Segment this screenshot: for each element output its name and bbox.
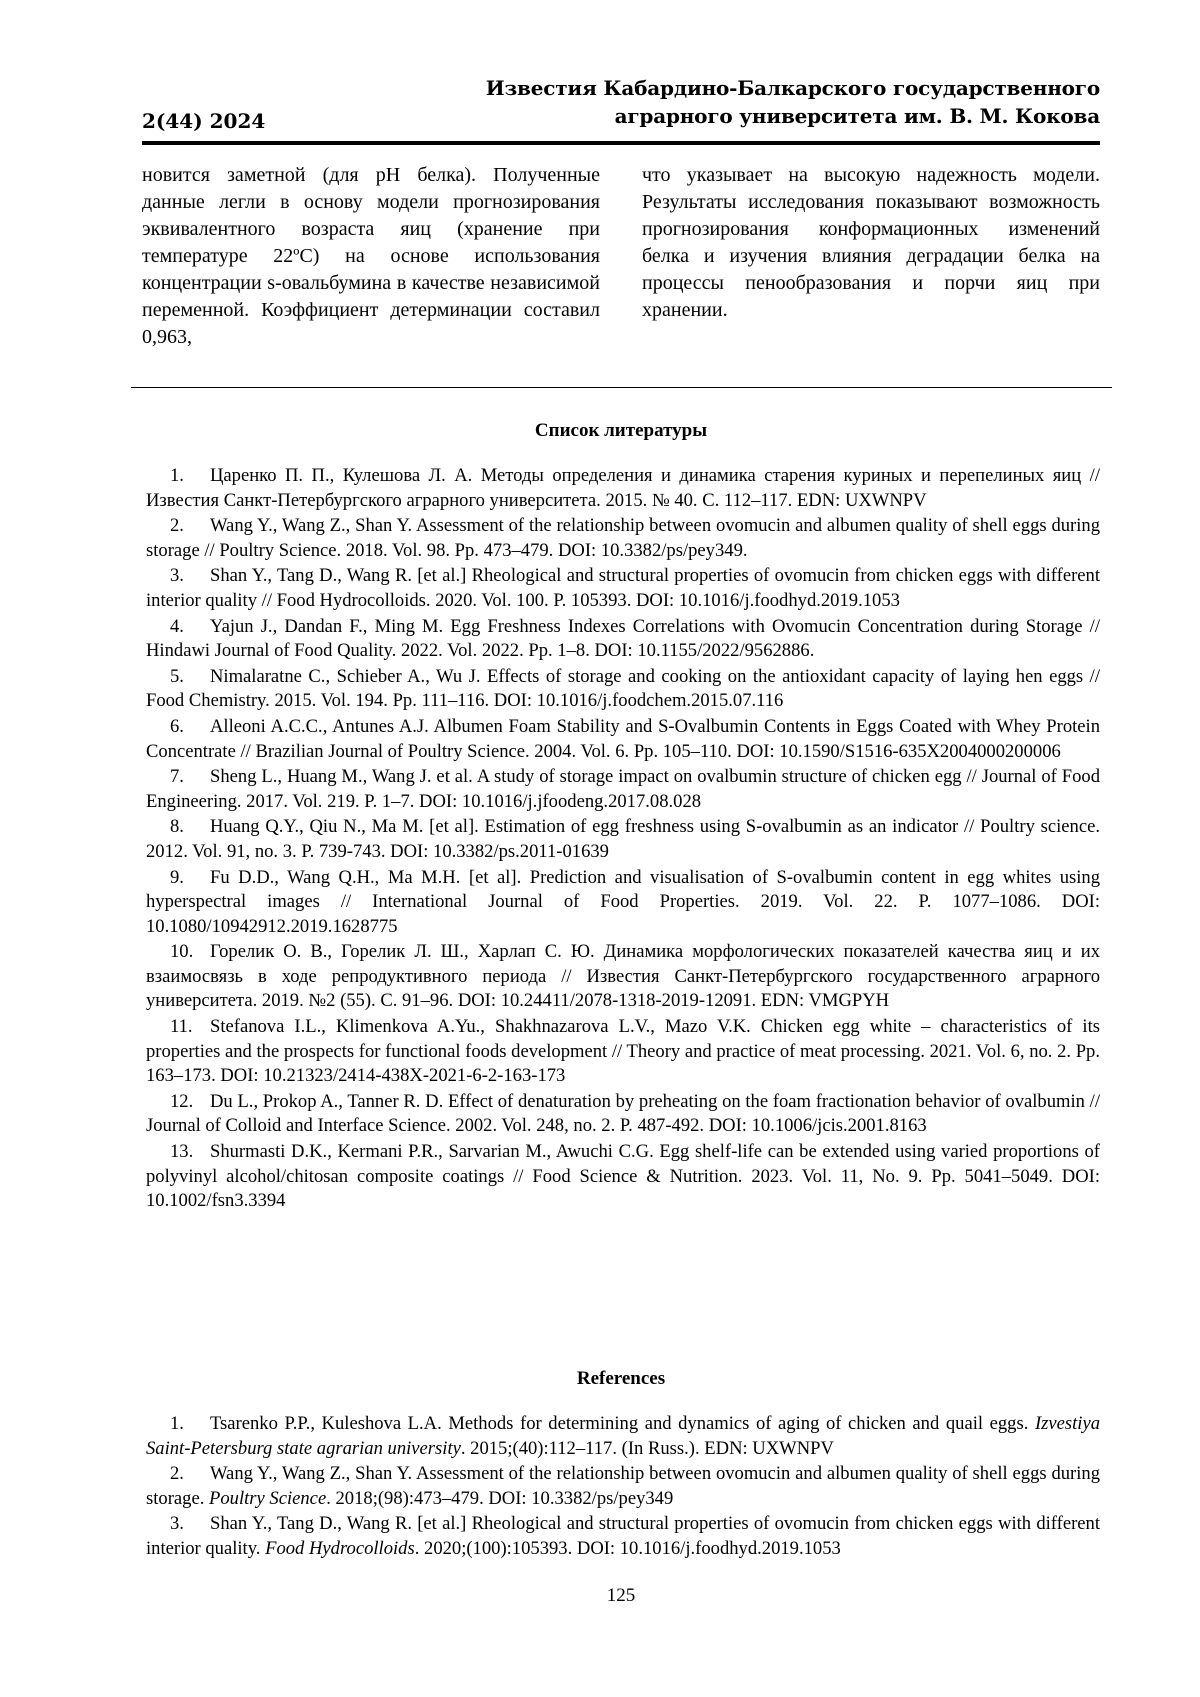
reference-text: Huang Q.Y., Qiu N., Ma M. [et al]. Estimation of egg freshness using S-ovalbumin as an indicator // Poultry science. 2012. Vol. 91, no. 3. P. 739-743. DOI: 10.3382/ps.2011-01639 (146, 816, 1100, 862)
reference-text-pre: Tsarenko P.P., Kuleshova L.A. Methods for determining and dynamics of aging of chicken and quail eggs. (210, 1413, 1035, 1434)
reference-text: Wang Y., Wang Z., Shan Y. Assessment of the relationship between ovomucin and albumen quality of shell eggs during storage // Poultry Science. 2018. Vol. 98. Pp. 473–479. DOI: 10.3382/ps/pey349. (146, 515, 1100, 561)
journal-title-line2: аграрного университета им. В. М. Кокова (440, 102, 1100, 130)
journal-title-line1: Известия Кабардино-Балкарского государственного (440, 74, 1100, 102)
reference-item (146, 1462, 1100, 1511)
reference-number: 12. (170, 1090, 210, 1115)
reference-number: 2. (170, 1462, 210, 1487)
reference-text-post: . 2018;(98):473–479. DOI: 10.3382/ps/pey349 (326, 1488, 673, 1509)
references-en-title: References (142, 1366, 1100, 1392)
reference-text: Царенко П. П., Кулешова Л. А. Методы определения и динамика старения куриных и перепелиных яиц // Известия Санкт-Петербургского аграрного университета. 2015. № 40. С. 112–117. EDN: UXWNPV (146, 465, 1100, 511)
reference-item (146, 514, 1100, 563)
reference-number: 3. (170, 1512, 210, 1537)
issue-number: 2(44) 2024 (142, 107, 265, 135)
reference-text: Du L., Prokop A., Tanner R. D. Effect of denaturation by preheating on the foam fractionation behavior of ovalbumin // Journal of Colloid and Interface Science. 2002. Vol. 248, no. 2. P. 487-492. DOI: 10.1006/jcis.2001.8163 (146, 1091, 1100, 1137)
body-paragraph-right: что указывает на высокую надежность модели. Результаты исследования показывают возможность прогнозирования конформационных изменений белка и изучения влияния деградации белка на процессы пенообразования и порчи яиц при хранении. (642, 162, 1100, 324)
reference-number: 5. (170, 665, 210, 690)
references-ru-list (146, 464, 1100, 1215)
reference-text-pre: Shan Y., Tang D., Wang R. [et al.] Rheological and structural properties of ovomucin from chicken eggs with different interior quality. (146, 1513, 1100, 1559)
reference-item (146, 665, 1100, 714)
section-divider (131, 387, 1112, 388)
reference-item (146, 1015, 1100, 1089)
journal-title (440, 74, 1100, 130)
reference-text: Shan Y., Tang D., Wang R. [et al.] Rheological and structural properties of ovomucin from chicken eggs with different interior quality // Food Hydrocolloids. 2020. Vol. 100. P. 105393. DOI: 10.1016/j.foodhyd.2019.1053 (146, 565, 1100, 611)
body-column-left (142, 162, 600, 351)
reference-number: 7. (170, 765, 210, 790)
reference-number: 4. (170, 615, 210, 640)
reference-number: 2. (170, 514, 210, 539)
reference-text: Alleoni A.C.C., Antunes A.J. Albumen Foam Stability and S-Ovalbumin Contents in Eggs Coated with Whey Protein Concentrate // Brazilian Journal of Poultry Science. 2004. Vol. 6. Pp. 105–110. DOI: 10.1590/S1516-635X2004000200006 (146, 716, 1100, 762)
reference-item (146, 715, 1100, 764)
reference-item (146, 1412, 1100, 1461)
reference-journal: Food Hydrocolloids (265, 1538, 415, 1559)
reference-text-post: . 2015;(40):112–117. (In Russ.). EDN: UXWNPV (461, 1438, 834, 1459)
reference-number: 8. (170, 815, 210, 840)
body-paragraph-left: новится заметной (для pH белка). Полученные данные легли в основу модели прогнозирования эквивалентного возраста яиц (хранение при температуре 22ºС) на основе использования концентрации s-овальбумина в качестве независимой переменной. Коэффициент детерминации составил 0,963, (142, 162, 600, 351)
reference-item (146, 1090, 1100, 1139)
reference-number: 1. (170, 1412, 210, 1437)
reference-item (146, 564, 1100, 613)
reference-item (146, 1140, 1100, 1214)
page-number: 125 (0, 1583, 1200, 1609)
reference-text: Shurmasti D.K., Kermani P.R., Sarvarian M., Awuchi C.G. Egg shelf-life can be extended using varied proportions of polyvinyl alcohol/chitosan composite coatings // Food Science & Nutrition. 2023. Vol. 11, No. 9. Pp. 5041–5049. DOI: 10.1002/fsn3.3394 (146, 1141, 1100, 1211)
reference-number: 13. (170, 1140, 210, 1165)
reference-item (146, 1512, 1100, 1561)
reference-number: 6. (170, 715, 210, 740)
reference-text-pre: Wang Y., Wang Z., Shan Y. Assessment of the relationship between ovomucin and albumen quality of shell eggs during storage. (146, 1463, 1100, 1509)
reference-item (146, 464, 1100, 513)
reference-item (146, 940, 1100, 1014)
references-ru-title: Список литературы (142, 418, 1100, 444)
reference-text: Sheng L., Huang M., Wang J. et al. A study of storage impact on ovalbumin structure of chicken egg // Journal of Food Engineering. 2017. Vol. 219. P. 1–7. DOI: 10.1016/j.jfoodeng.2017.08.028 (146, 766, 1100, 812)
reference-item (146, 815, 1100, 864)
header-rule (142, 141, 1100, 145)
reference-number: 3. (170, 564, 210, 589)
journal-page (0, 0, 1200, 1697)
body-column-right (642, 162, 1100, 324)
reference-number: 11. (170, 1015, 210, 1040)
reference-text: Fu D.D., Wang Q.H., Ma M.H. [et al]. Prediction and visualisation of S-ovalbumin content in egg whites using hyperspectral images // International Journal of Food Properties. 2019. Vol. 22. P. 1077–1086. DOI: 10.1080/10942912.2019.1628775 (146, 867, 1100, 937)
reference-item (146, 866, 1100, 940)
reference-text: Yajun J., Dandan F., Ming M. Egg Freshness Indexes Correlations with Ovomucin Concentration during Storage // Hindawi Journal of Food Quality. 2022. Vol. 2022. Pp. 1–8. DOI: 10.1155/2022/9562886. (146, 616, 1100, 662)
reference-text: Nimalaratne C., Schieber A., Wu J. Effects of storage and cooking on the antioxidant capacity of laying hen eggs // Food Chemistry. 2015. Vol. 194. Pp. 111–116. DOI: 10.1016/j.foodchem.2015.07.116 (146, 666, 1100, 712)
reference-number: 10. (170, 940, 210, 965)
reference-number: 1. (170, 464, 210, 489)
reference-journal: Izvestiya Saint-Petersburg state agrarian university (146, 1413, 1100, 1459)
reference-text: Горелик О. В., Горелик Л. Ш., Харлап С. Ю. Динамика морфологических показателей качества яиц и их взаимосвязь в ходе репродуктивного периода // Известия Санкт-Петербургского государственного аграрного университета. 2019. №2 (55). С. 91–96. DOI: 10.24411/2078-1318-2019-12091. EDN: VMGPYH (146, 941, 1100, 1011)
references-en-list (146, 1412, 1100, 1563)
reference-text-post: . 2020;(100):105393. DOI: 10.1016/j.foodhyd.2019.1053 (415, 1538, 841, 1559)
reference-item (146, 765, 1100, 814)
reference-number: 9. (170, 866, 210, 891)
reference-journal: Poultry Science (209, 1488, 326, 1509)
reference-item (146, 615, 1100, 664)
reference-text: Stefanova I.L., Klimenkova A.Yu., Shakhnazarova L.V., Mazo V.K. Chicken egg white – characteristics of its properties and the prospects for functional foods development // Theory and practice of meat processing. 2021. Vol. 6, no. 2. Pp. 163–173. DOI: 10.21323/2414-438X-2021-6-2-163-173 (146, 1016, 1100, 1086)
